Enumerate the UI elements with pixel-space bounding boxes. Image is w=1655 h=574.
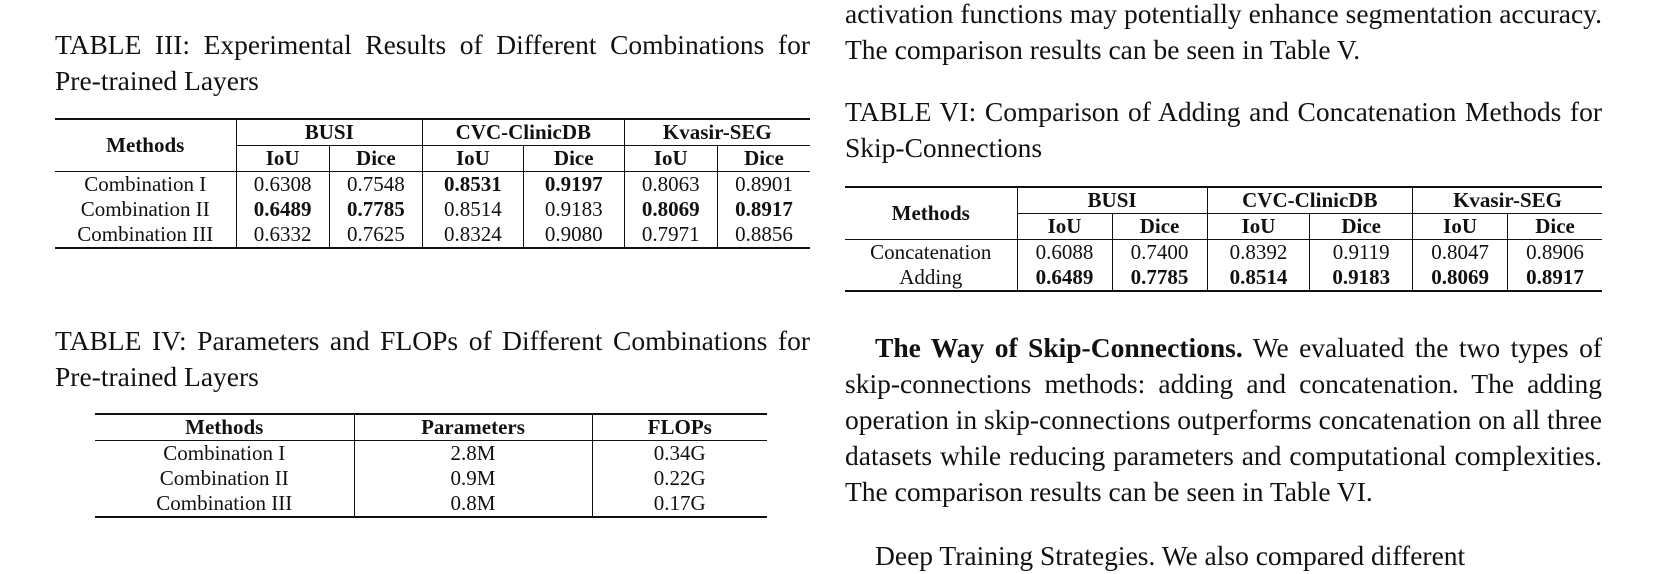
methods-header: Methods: [95, 414, 354, 441]
table-cell: 0.8917: [735, 197, 793, 221]
table-cell: 0.8514: [423, 197, 524, 222]
metric-header: Dice: [1112, 214, 1207, 240]
row-label: Combination I: [95, 441, 354, 467]
methods-header: Methods: [55, 119, 236, 172]
table-cell: 0.9183: [523, 197, 624, 222]
partial-next-paragraph: Deep Training Strategies. We also compared different: [875, 540, 1466, 571]
table-cell: 0.9M: [354, 466, 592, 491]
table-cell: 0.6308: [236, 172, 329, 198]
table-cell: 0.8047: [1413, 240, 1508, 266]
row-label: Combination III: [55, 222, 236, 248]
table-cell: 0.8514: [1207, 265, 1310, 291]
row-label: Combination III: [95, 491, 354, 517]
row-label: Combination I: [55, 172, 236, 198]
metric-header: IoU: [423, 146, 524, 172]
group-header-kvasir: Kvasir-SEG: [624, 119, 810, 146]
row-label: Concatenation: [845, 240, 1017, 266]
table-row: [845, 265, 1602, 291]
table-cell: 0.7400: [1112, 240, 1207, 266]
group-header-kvasir: Kvasir-SEG: [1413, 187, 1602, 214]
metric-header: IoU: [1017, 214, 1112, 240]
skip-connections-body: We evaluated the two types of skip-connections methods: adding and concatenation. The adding operation in skip-connections outperforms concatenation on all three datasets while reducing parameters and computational complexities. The comparison results can be seen in Table VI.: [845, 332, 1602, 507]
table-cell: 0.8906: [1526, 240, 1584, 264]
table-row: [95, 466, 767, 491]
table-iii-body: [55, 172, 810, 249]
table-cell: 0.8856: [735, 222, 793, 246]
table-row: [845, 240, 1602, 266]
table-cell: 0.7625: [329, 222, 422, 248]
table-row: [55, 197, 810, 222]
table-row: [95, 441, 767, 467]
table-row: [55, 222, 810, 248]
metric-header: IoU: [236, 146, 329, 172]
table-cell: 0.6489: [236, 197, 329, 222]
table-row: [95, 491, 767, 517]
table-cell: 0.8063: [624, 172, 717, 198]
skip-connections-heading: The Way of Skip-Connections.: [875, 332, 1243, 363]
group-header-cvc: CVC-ClinicDB: [423, 119, 625, 146]
methods-header: Methods: [845, 187, 1017, 240]
table-cell: 0.8324: [423, 222, 524, 248]
table-iv-caption: TABLE IV: Parameters and FLOPs of Different Combinations for Pre-trained Layers: [55, 325, 810, 392]
metric-header: Dice: [744, 146, 784, 170]
table-iv: [95, 413, 767, 518]
table-cell: 0.6489: [1017, 265, 1112, 291]
table-cell: 0.8069: [1413, 265, 1508, 291]
intro-paragraph: activation functions may potentially enhance segmentation accuracy. The comparison results can be seen in Table V.: [845, 0, 1602, 65]
table-cell: 0.6088: [1017, 240, 1112, 266]
metric-header: IoU: [624, 146, 717, 172]
table-cell: 0.8531: [423, 172, 524, 198]
row-label: Combination II: [55, 197, 236, 222]
table-cell: 2.8M: [354, 441, 592, 467]
group-header-busi: BUSI: [236, 119, 423, 146]
table-cell: 0.7971: [624, 222, 717, 248]
group-header-cvc: CVC-ClinicDB: [1207, 187, 1413, 214]
table-cell: 0.22G: [653, 466, 706, 490]
metric-header: Dice: [523, 146, 624, 172]
table-cell: 0.9080: [523, 222, 624, 248]
table-cell: 0.9197: [523, 172, 624, 198]
row-label: Combination II: [95, 466, 354, 491]
table-cell: 0.7785: [329, 197, 422, 222]
table-cell: 0.8392: [1207, 240, 1310, 266]
table-vi: [845, 186, 1602, 292]
table-iii: [55, 118, 810, 249]
table-cell: 0.8917: [1526, 265, 1584, 289]
metric-header: Dice: [329, 146, 422, 172]
table-cell: 0.9119: [1310, 240, 1413, 266]
table-cell: 0.17G: [653, 491, 706, 515]
parameters-header: Parameters: [354, 414, 592, 441]
table-row: [55, 172, 810, 198]
table-iii-caption: TABLE III: Experimental Results of Different Combinations for Pre-trained Layers: [55, 29, 810, 96]
skip-connections-paragraph: [845, 330, 1602, 510]
row-label: Adding: [845, 265, 1017, 291]
table-cell: 0.8069: [624, 197, 717, 222]
flops-header: FLOPs: [647, 415, 712, 439]
metric-header: Dice: [1310, 214, 1413, 240]
table-vi-caption: TABLE VI: Comparison of Adding and Concatenation Methods for Skip-Connections: [845, 96, 1602, 163]
metric-header: IoU: [1207, 214, 1310, 240]
table-cell: 0.9183: [1310, 265, 1413, 291]
table-cell: 0.7785: [1112, 265, 1207, 291]
metric-header: IoU: [1413, 214, 1508, 240]
table-cell: 0.34G: [653, 441, 706, 465]
table-cell: 0.7548: [329, 172, 422, 198]
table-cell: 0.8901: [735, 172, 793, 196]
table-cell: 0.6332: [236, 222, 329, 248]
metric-header: Dice: [1535, 214, 1575, 238]
group-header-busi: BUSI: [1017, 187, 1207, 214]
table-cell: 0.8M: [354, 491, 592, 517]
